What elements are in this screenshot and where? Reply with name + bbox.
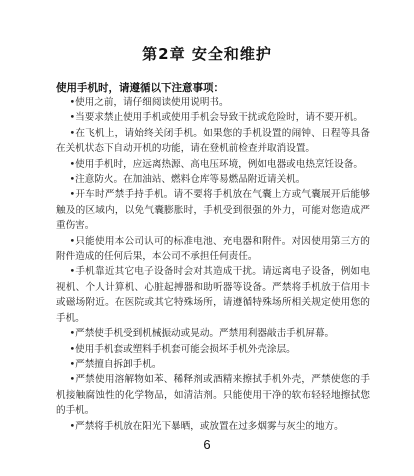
safety-note: •严禁将手机放在阳光下暴晒，或放置在过多烟雾与灰尘的地方。 [69,420,344,432]
safety-note: •使用手机套或塑料手机套可能会损坏手机外壳涂层。 [69,343,296,355]
chapter-title: 第2章 安全和维护 [142,45,272,63]
safety-note: •手机靠近其它电子设备时会对其造成干扰。请远离电子设备，例如电视机、个人计算机、心脏起搏器和助听器等设备。严禁将手机放于信用卡或磁场附近。在医院或其它特殊场所，请遵循特殊场所相关规定使用您的手机。 [56,266,370,324]
safety-note: •严禁使手机受到机械振动或晃动。严禁用利器敲击手机屏幕。 [69,328,335,340]
safety-note: •当要求禁止使用手机或使用手机会导致干扰或危险时，请不要开机。 [69,112,363,124]
safety-note: •使用手机时，应远离热源、高电压环境，例如电器或电热烹饪设备。 [69,158,363,170]
page-number: 6 [203,437,211,452]
section-heading: 使用手机时，请遵循以下注意事项： [56,82,224,94]
safety-note: •只能使用本公司认可的标准电池、充电器和附件。对因使用第三方的附件造成的任何后果，本公司不承担任何责任。 [56,235,370,263]
safety-notes [56,95,370,434]
safety-note: •在飞机上，请始终关闭手机。如果您的手机设置的闹钟、日程等具备在关机状态下自动开机的功能，请在登机前检查并取消设置。 [56,127,370,155]
safety-note: •注意防火。在加油站、燃料仓库等易燃品附近请关机。 [69,174,306,186]
safety-note: •严禁使用溶解物如苯、稀释剂或酒精来擦拭手机外壳，严禁使您的手机接触腐蚀性的化学物品，如清洁剂。只能使用干净的软布轻轻地擦拭您的手机。 [56,374,370,417]
safety-note: •使用之前，请仔细阅读使用说明书。 [69,97,229,108]
safety-note: •严禁擅自拆卸手机。 [69,358,162,370]
safety-note: •开车时严禁手持手机。请不要将手机放在气囊上方或气囊展开后能够触及的区域内，以免气囊膨胀时，手机受到很强的外力，可能对您造成严重伤害。 [56,189,370,232]
